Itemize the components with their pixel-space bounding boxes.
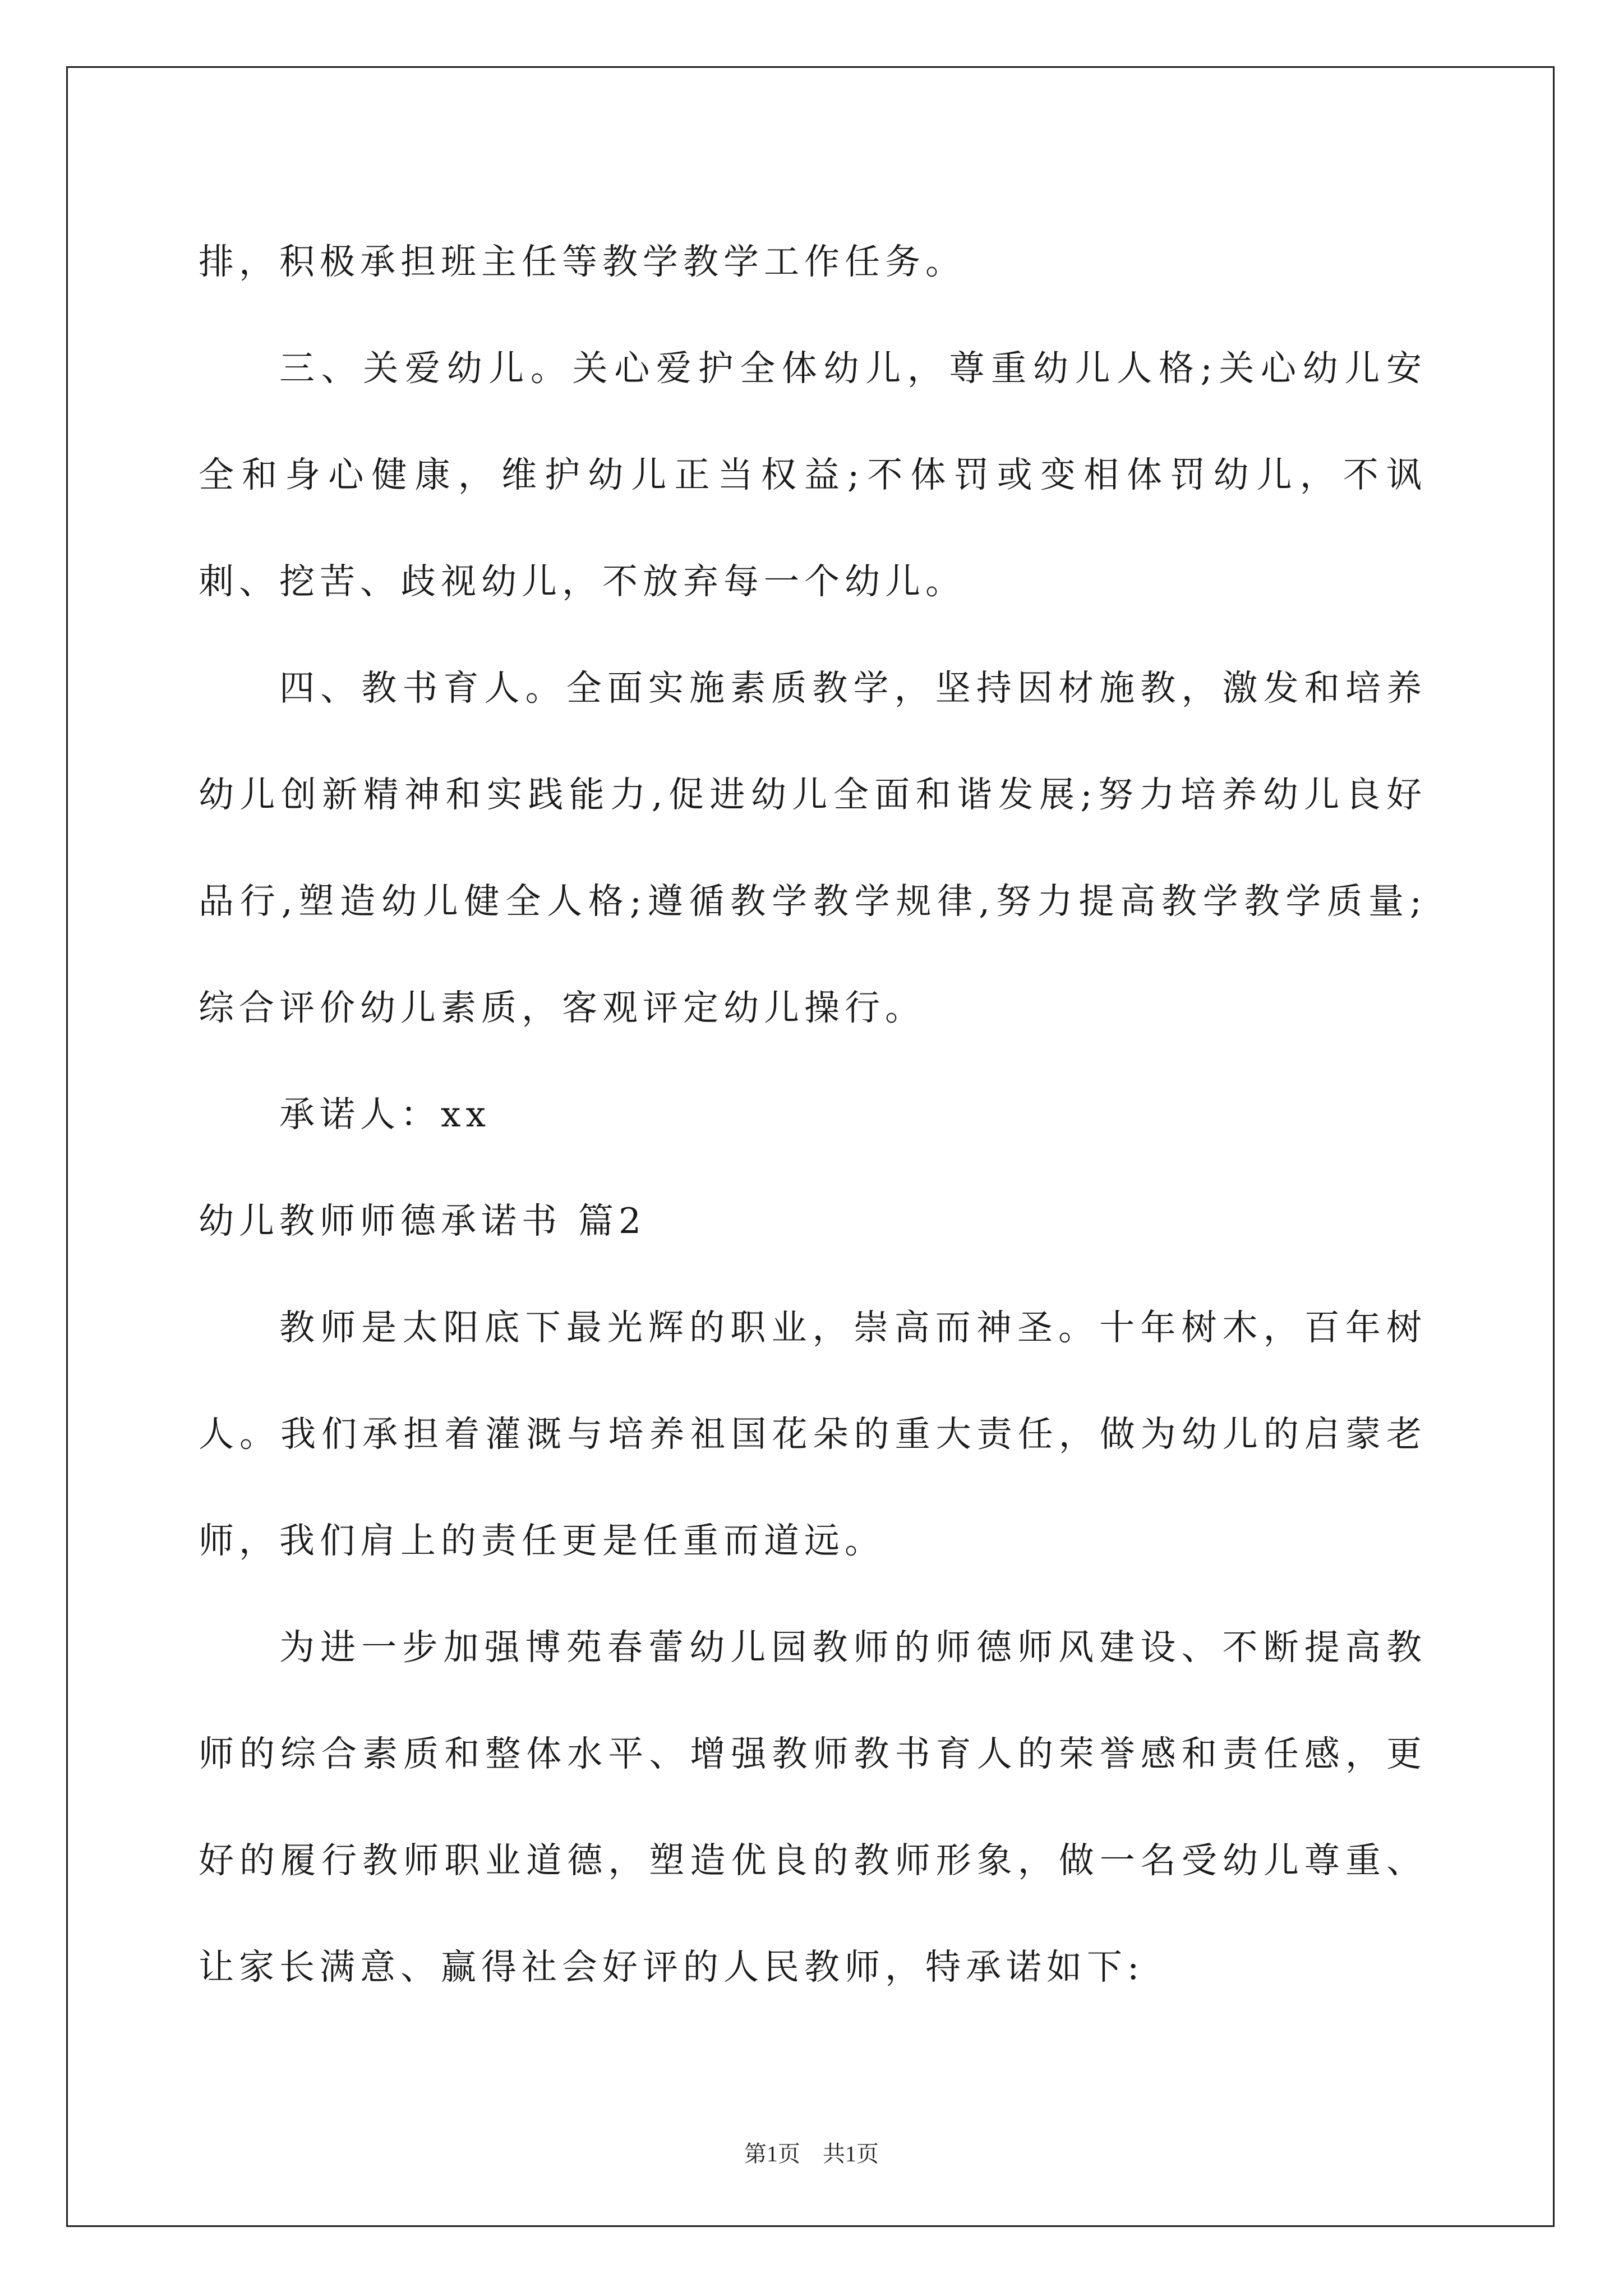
- paragraph-teacher-profession: 教师是太阳底下最光辉的职业，崇高而神圣。十年树木，百年树人。我们承担着灌溉与培养祖国花朵的重大责任，做为幼儿的启蒙老师，我们肩上的责任更是任重而道远。: [199, 1307, 1427, 1561]
- paragraph-teaching-and-educating: 四、教书育人。全面实施素质教学，坚持因材施教，激发和培养幼儿创新精神和实践能力,促进幼儿全面和谐发展;努力培养幼儿良好品行,塑造幼儿健全人格;遵循教学教学规律,努力提高教学教学质量;综合评价幼儿素质，客观评定幼儿操行。: [199, 668, 1427, 1028]
- page-footer: 第1页 共1页: [744, 2141, 879, 2166]
- document-body: [199, 209, 1427, 2021]
- section-heading: 幼儿教师师德承诺书 篇2: [199, 1200, 647, 1241]
- paragraph-continuation: 排，积极承担班主任等教学教学工作任务。: [199, 241, 966, 282]
- paragraph-care-for-children: 三、关爱幼儿。关心爱护全体幼儿，尊重幼儿人格;关心幼儿安全和身心健康，维护幼儿正当权益;不体罚或变相体罚幼儿，不讽刺、挖苦、歧视幼儿，不放弃每一个幼儿。: [199, 348, 1427, 602]
- signatory-line: 承诺人：xx: [279, 1094, 491, 1135]
- paragraph-commitment-intro: 为进一步加强博苑春蕾幼儿园教师的师德师风建设、不断提高教师的综合素质和整体水平、增强教师教书育人的荣誉感和责任感，更好的履行教师职业道德，塑造优良的教师形象，做一名受幼儿尊重、让家长满意、赢得社会好评的人民教师，特承诺如下:: [199, 1627, 1427, 1987]
